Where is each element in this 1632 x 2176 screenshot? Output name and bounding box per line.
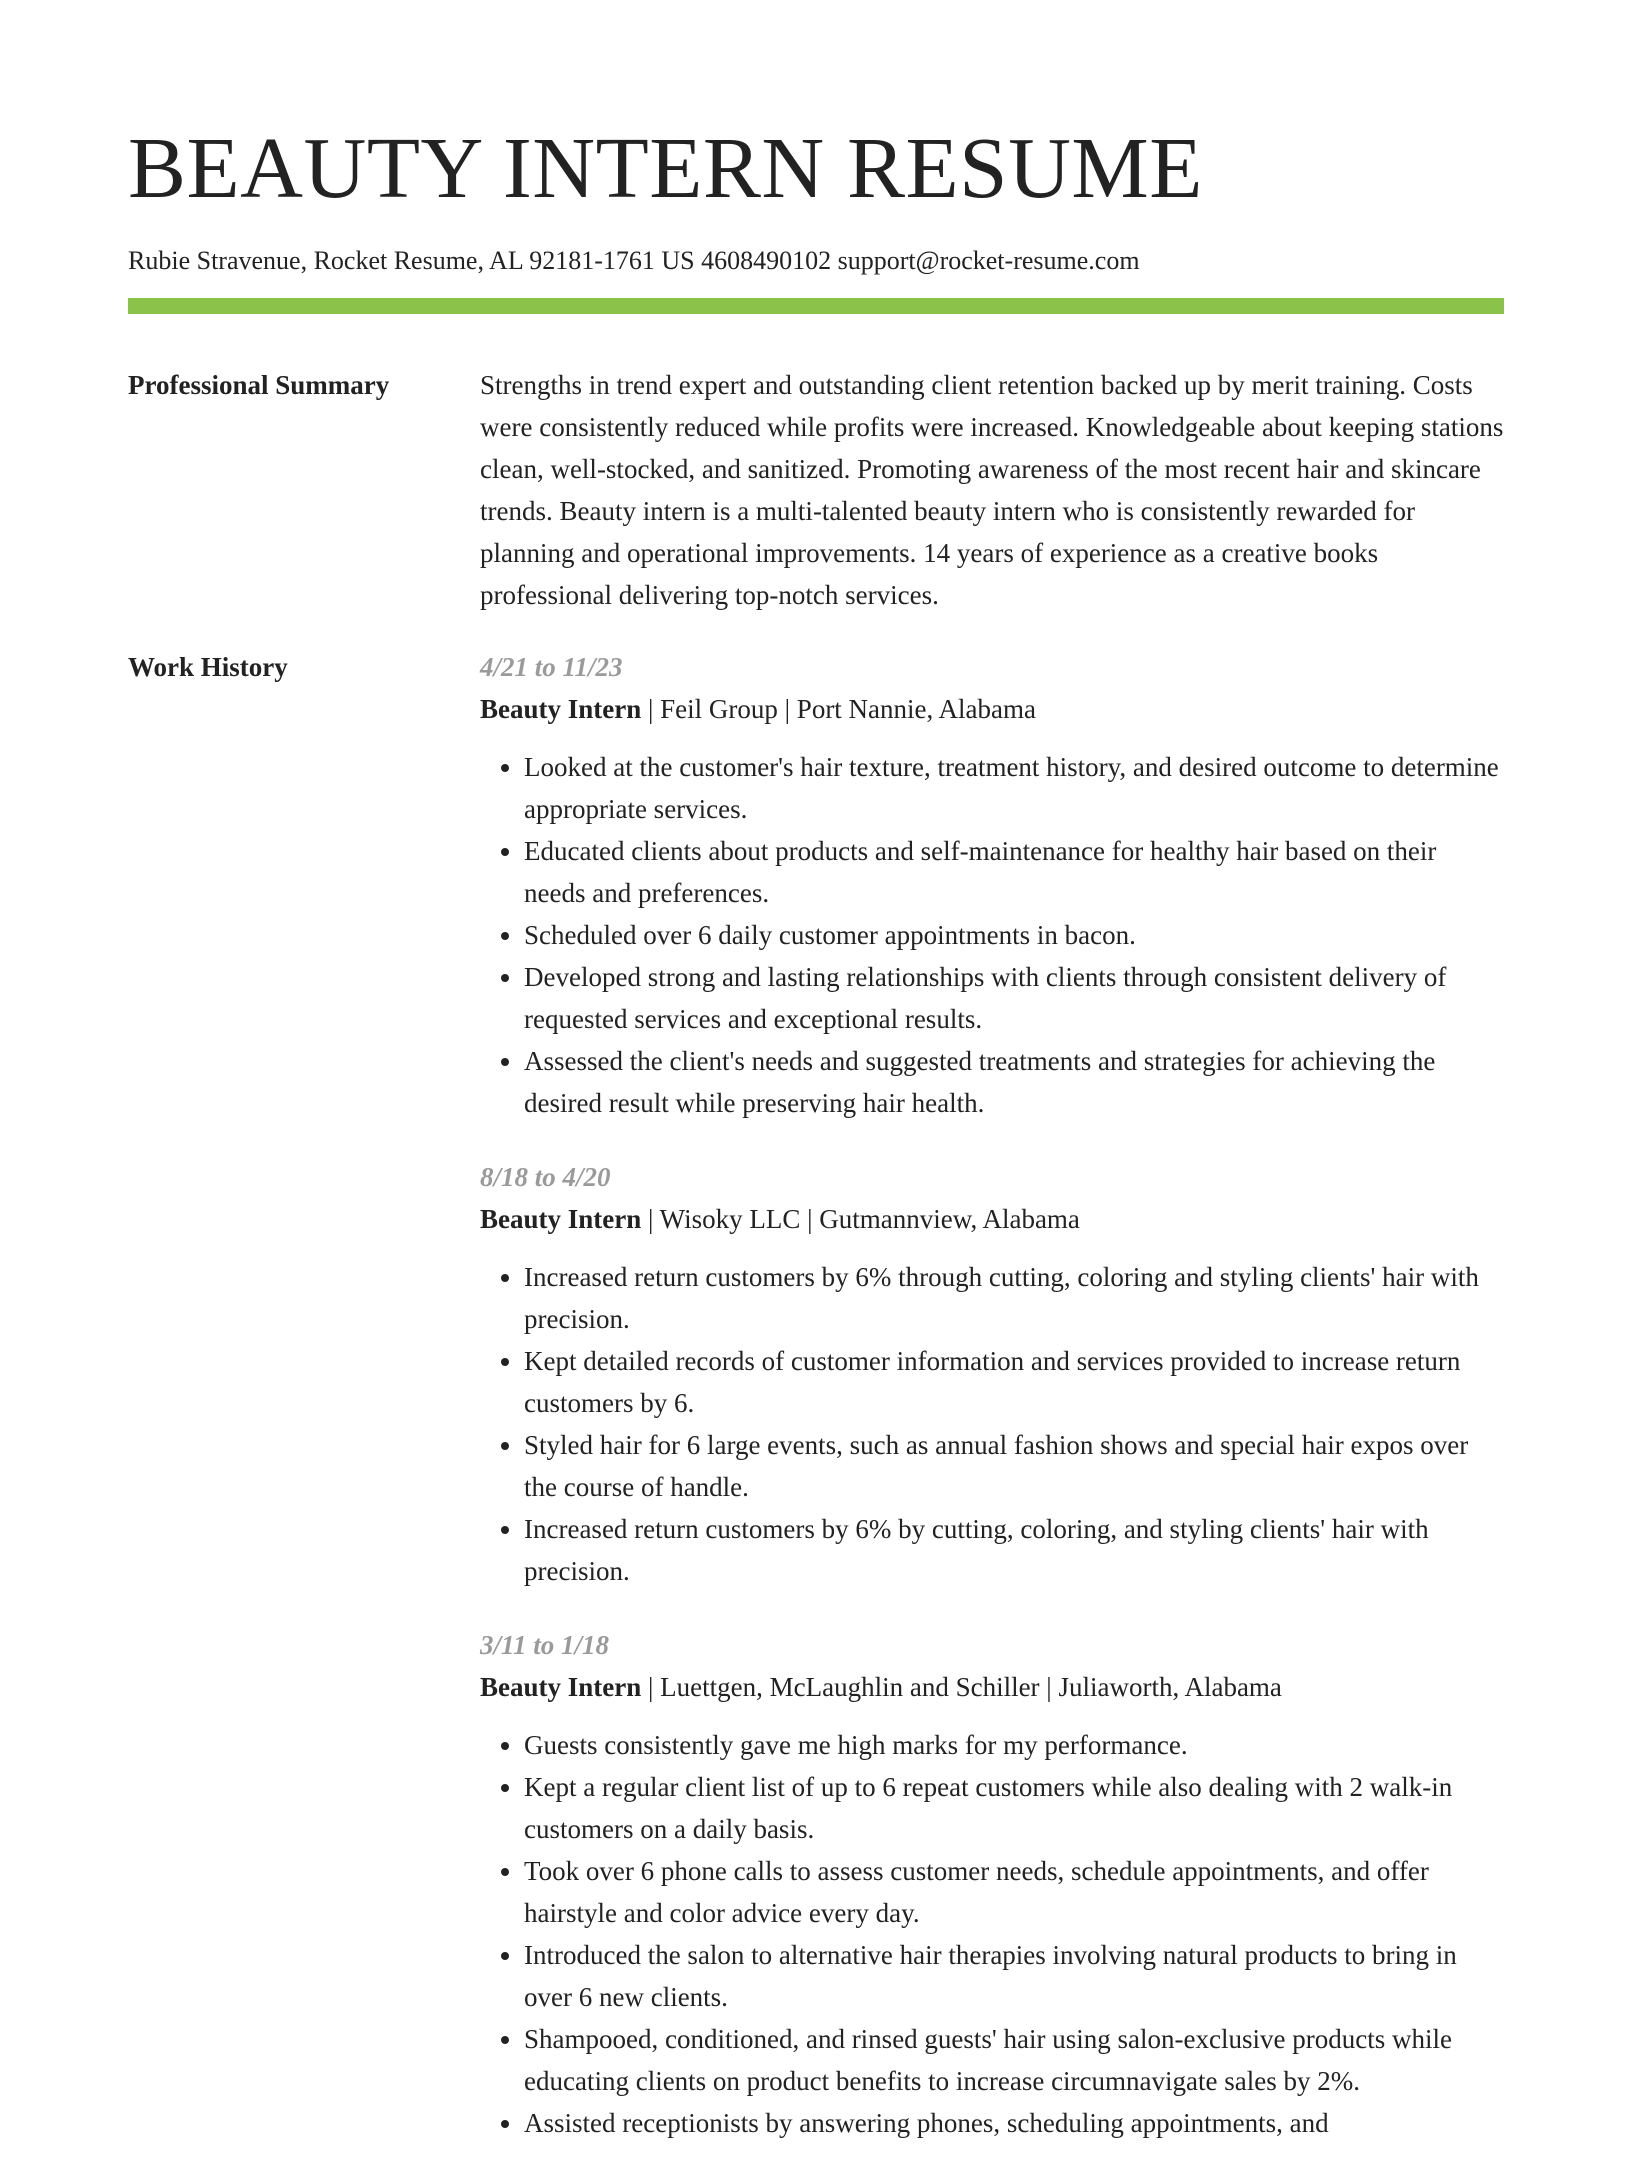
list-item: • Kept detailed records of customer information and services provided to increase return customers by 6. (524, 1340, 1504, 1424)
section-label-work-history: Work History (128, 652, 288, 682)
list-item: • Increased return customers by 6% through cutting, coloring and styling clients' hair with precision. (524, 1256, 1504, 1340)
job-bullets (480, 1256, 1504, 1592)
work-history-body (480, 646, 1504, 2176)
list-item: • Introduced the salon to alternative hair therapies involving natural products to bring in over 6 new clients. (524, 1934, 1504, 2018)
summary-body (480, 364, 1504, 616)
list-item: • Educated clients about products and self-maintenance for healthy hair based on their needs and preferences. (524, 830, 1504, 914)
list-item: • Kept a regular client list of up to 6 repeat customers while also dealing with 2 walk-in customers on a daily basis. (524, 1766, 1504, 1850)
section-label-summary: Professional Summary (128, 370, 390, 400)
job-details: | Wisoky LLC | Gutmannview, Alabama (641, 1204, 1080, 1234)
job-entry (480, 1156, 1504, 1592)
accent-divider (128, 298, 1504, 314)
professional-summary-section (128, 364, 1504, 616)
job-entry (480, 1624, 1504, 2144)
job-dates: 3/11 to 1/18 (480, 1630, 610, 1660)
job-dates: 4/21 to 11/23 (480, 652, 623, 682)
page-title: BEAUTY INTERN RESUME (128, 119, 1203, 216)
list-item: • Developed strong and lasting relationships with clients through consistent delivery of requested services and exceptional results. (524, 956, 1504, 1040)
job-bullets (480, 1724, 1504, 2144)
job-title: Beauty Intern (480, 694, 642, 724)
list-item: • Guests consistently gave me high marks for my performance. (524, 1724, 1504, 1766)
list-item: • Styled hair for 6 large events, such as annual fashion shows and special hair expos over the course of handle. (524, 1424, 1504, 1508)
job-dates: 8/18 to 4/20 (480, 1162, 611, 1192)
job-heading (480, 1666, 1504, 1708)
resume-page (128, 0, 1504, 2176)
summary-text: Strengths in trend expert and outstanding client retention backed up by merit training. Costs were consistently reduced while profits were increased. Knowledgeable about keeping stations clean, well-stocked, and sanitized. Promoting awareness of the most recent hair and skincare trends. Beauty intern is a multi-talented beauty intern who is consistently rewarded for planning and operational improvements. 14 years of experience as a creative books professional delivering top-notch services. (480, 370, 1504, 610)
job-details: | Luettgen, McLaughlin and Schiller | Juliaworth, Alabama (641, 1672, 1282, 1702)
job-entry (480, 646, 1504, 1124)
contact-line: Rubie Stravenue, Rocket Resume, AL 92181-1761 US 4608490102 support@rocket-resume.com (128, 246, 1140, 275)
job-bullets (480, 746, 1504, 1124)
list-item: • Assessed the client's needs and suggested treatments and strategies for achieving the desired result while preserving hair health. (524, 1040, 1504, 1124)
list-item: • Looked at the customer's hair texture, treatment history, and desired outcome to determine appropriate services. (524, 746, 1504, 830)
work-history-section (128, 646, 1504, 2176)
list-item: • Took over 6 phone calls to assess customer needs, schedule appointments, and offer hairstyle and color advice every day. (524, 1850, 1504, 1934)
list-item: • Scheduled over 6 daily customer appointments in bacon. (524, 914, 1504, 956)
list-item: • Increased return customers by 6% by cutting, coloring, and styling clients' hair with precision. (524, 1508, 1504, 1592)
job-title: Beauty Intern (480, 1672, 642, 1702)
job-title: Beauty Intern (480, 1204, 642, 1234)
list-item: • Shampooed, conditioned, and rinsed guests' hair using salon-exclusive products while educating clients on product benefits to increase circumnavigate sales by 2%. (524, 2018, 1504, 2102)
list-item: • Assisted receptionists by answering phones, scheduling appointments, and (524, 2102, 1504, 2144)
job-heading (480, 1198, 1504, 1240)
job-heading (480, 688, 1504, 730)
job-details: | Feil Group | Port Nannie, Alabama (641, 694, 1036, 724)
